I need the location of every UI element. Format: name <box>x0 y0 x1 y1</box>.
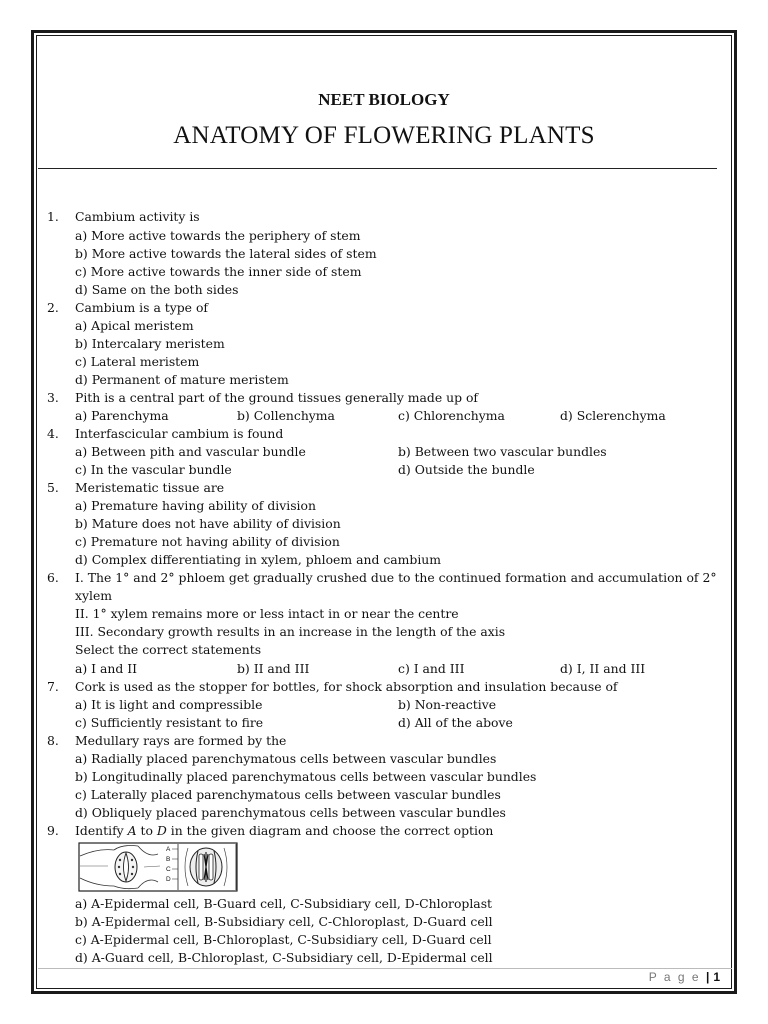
question-text: Interfascicular cambium is found <box>75 426 284 441</box>
statement: II. 1° xylem remains more or less intact in or near the centre <box>75 606 459 621</box>
question-number: 5. <box>47 480 59 495</box>
question-number: 8. <box>47 733 59 748</box>
question-text: Identify A to D in the given diagram and choose the correct option <box>75 823 494 838</box>
option: c) Laterally placed parenchymatous cells between vascular bundles <box>75 787 501 802</box>
option: d) Permanent of mature meristem <box>75 372 289 387</box>
option: a) Parenchyma <box>75 408 169 423</box>
question-number: 9. <box>47 823 59 838</box>
page-label: P a g e <box>648 970 701 984</box>
option: d) Outside the bundle <box>398 462 535 477</box>
question-text-continued: xylem <box>75 588 113 603</box>
question-text: Pith is a central part of the ground tissues generally made up of <box>75 390 479 405</box>
question-number: 3. <box>47 390 59 405</box>
statement: Select the correct statements <box>75 642 262 657</box>
option: d) A-Guard cell, B-Chloroplast, C-Subsidiary cell, D-Epidermal cell <box>75 950 493 965</box>
option: b) A-Epidermal cell, B-Subsidiary cell, C-Chloroplast, D-Guard cell <box>75 914 493 929</box>
option: a) Between pith and vascular bundle <box>75 444 306 459</box>
question-number: 4. <box>47 426 59 441</box>
question-number: 1. <box>47 209 59 224</box>
question-number: 7. <box>47 679 59 694</box>
option: d) All of the above <box>398 715 513 730</box>
option: c) Chlorenchyma <box>398 408 505 423</box>
diagram-label-b: B <box>166 856 171 863</box>
title-divider <box>38 168 717 169</box>
option: c) In the vascular bundle <box>75 462 232 477</box>
page-title: ANATOMY OF FLOWERING PLANTS <box>173 122 595 149</box>
option: b) Longitudinally placed parenchymatous cells between vascular bundles <box>75 769 537 784</box>
question-text: I. The 1° and 2° phloem get gradually crushed due to the continued formation and accumulation of 2° <box>75 570 717 585</box>
diagram-label-a: A <box>166 846 171 853</box>
footer-divider <box>38 968 732 969</box>
option: d) Same on the both sides <box>75 282 239 297</box>
question-number: 6. <box>47 570 59 585</box>
option: a) More active towards the periphery of stem <box>75 228 361 243</box>
option: a) Apical meristem <box>75 318 194 333</box>
option: d) I, II and III <box>560 661 646 676</box>
option: a) A-Epidermal cell, B-Guard cell, C-Subsidiary cell, D-Chloroplast <box>75 896 493 911</box>
variable-a: A <box>127 823 137 838</box>
statement: III. Secondary growth results in an increase in the length of the axis <box>75 624 506 639</box>
diagram-label-d: D <box>166 876 171 883</box>
option: b) More active towards the lateral sides of stem <box>75 246 377 261</box>
option: c) Premature not having ability of division <box>75 534 340 549</box>
option: b) Mature does not have ability of division <box>75 516 341 531</box>
option: c) Lateral meristem <box>75 354 200 369</box>
stomata-diagram <box>78 842 238 892</box>
page-footer <box>649 970 720 984</box>
question-text: Meristematic tissue are <box>75 480 225 495</box>
subject-heading: NEET BIOLOGY <box>318 90 450 109</box>
option: c) Sufficiently resistant to fire <box>75 715 264 730</box>
option: d) Obliquely placed parenchymatous cells between vascular bundles <box>75 805 506 820</box>
question-number: 2. <box>47 300 59 315</box>
option: b) Collenchyma <box>237 408 335 423</box>
option: b) Non-reactive <box>398 697 497 712</box>
option: d) Sclerenchyma <box>560 408 666 423</box>
option: b) Intercalary meristem <box>75 336 225 351</box>
option: a) I and II <box>75 661 138 676</box>
option: a) It is light and compressible <box>75 697 263 712</box>
option: a) Radially placed parenchymatous cells between vascular bundles <box>75 751 497 766</box>
question-text: Medullary rays are formed by the <box>75 733 287 748</box>
option: c) More active towards the inner side of stem <box>75 264 362 279</box>
question-text: Cambium activity is <box>75 209 200 224</box>
option: d) Complex differentiating in xylem, phloem and cambium <box>75 552 442 567</box>
option: b) II and III <box>237 661 310 676</box>
option: c) A-Epidermal cell, B-Chloroplast, C-Subsidiary cell, D-Guard cell <box>75 932 492 947</box>
diagram-label-c: C <box>166 866 171 873</box>
variable-d: D <box>156 823 167 838</box>
question-text: Cambium is a type of <box>75 300 208 315</box>
option: c) I and III <box>398 661 465 676</box>
page-separator: | <box>705 970 710 984</box>
option: b) Between two vascular bundles <box>398 444 607 459</box>
page-number: 1 <box>713 970 720 984</box>
option: a) Premature having ability of division <box>75 498 316 513</box>
question-text: Cork is used as the stopper for bottles, for shock absorption and insulation because of <box>75 679 618 694</box>
